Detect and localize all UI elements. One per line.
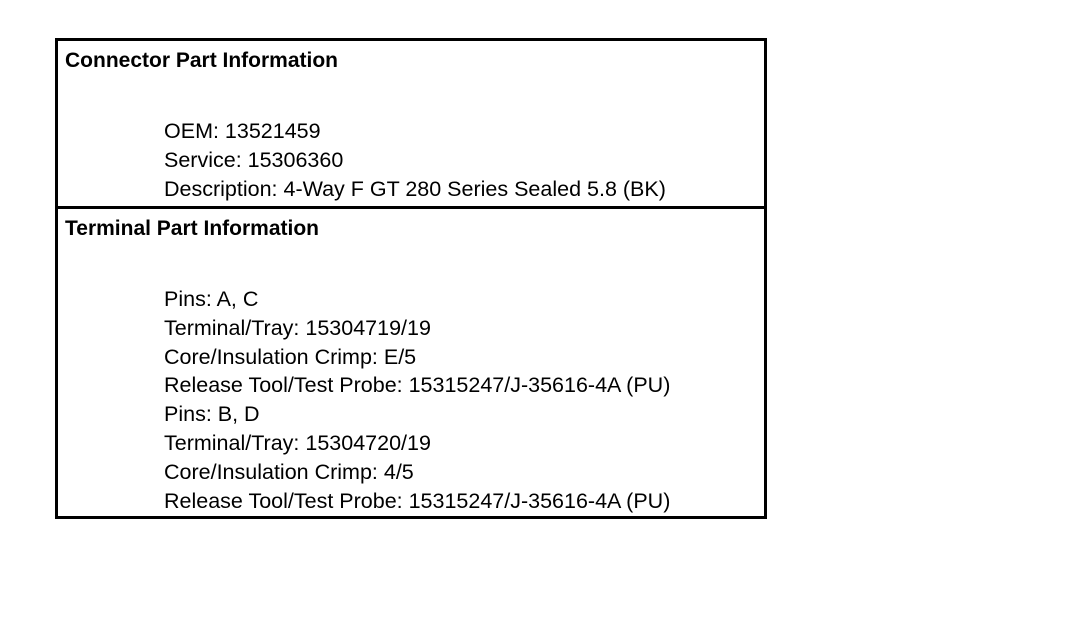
release-tool-line: Release Tool/Test Probe: 15315247/J-35616-4A (PU) — [164, 488, 671, 513]
connector-details — [58, 73, 764, 203]
pins-line: Pins: A, C — [164, 287, 259, 311]
part-information-table — [55, 38, 767, 519]
terminal-part-section — [58, 206, 764, 516]
pins-line: Pins: B, D — [164, 402, 260, 427]
terminal-tray-line: Terminal/Tray: 15304719/19 — [164, 315, 431, 340]
terminal-section-title: Terminal Part Information — [65, 217, 319, 240]
crimp-line: Core/Insulation Crimp: E/5 — [164, 344, 417, 369]
description-line: Description: 4-Way F GT 280 Series Sealed 5.8 (BK) — [164, 176, 666, 201]
terminal-details — [58, 241, 764, 515]
terminal-tray-line: Terminal/Tray: 15304720/19 — [164, 430, 431, 455]
connector-part-section — [58, 41, 764, 206]
oem-line: OEM: 13521459 — [164, 119, 321, 143]
crimp-line: Core/Insulation Crimp: 4/5 — [164, 459, 414, 484]
release-tool-line: Release Tool/Test Probe: 15315247/J-35616-4A (PU) — [164, 373, 671, 398]
service-line: Service: 15306360 — [164, 147, 344, 172]
connector-section-title: Connector Part Information — [65, 49, 339, 72]
